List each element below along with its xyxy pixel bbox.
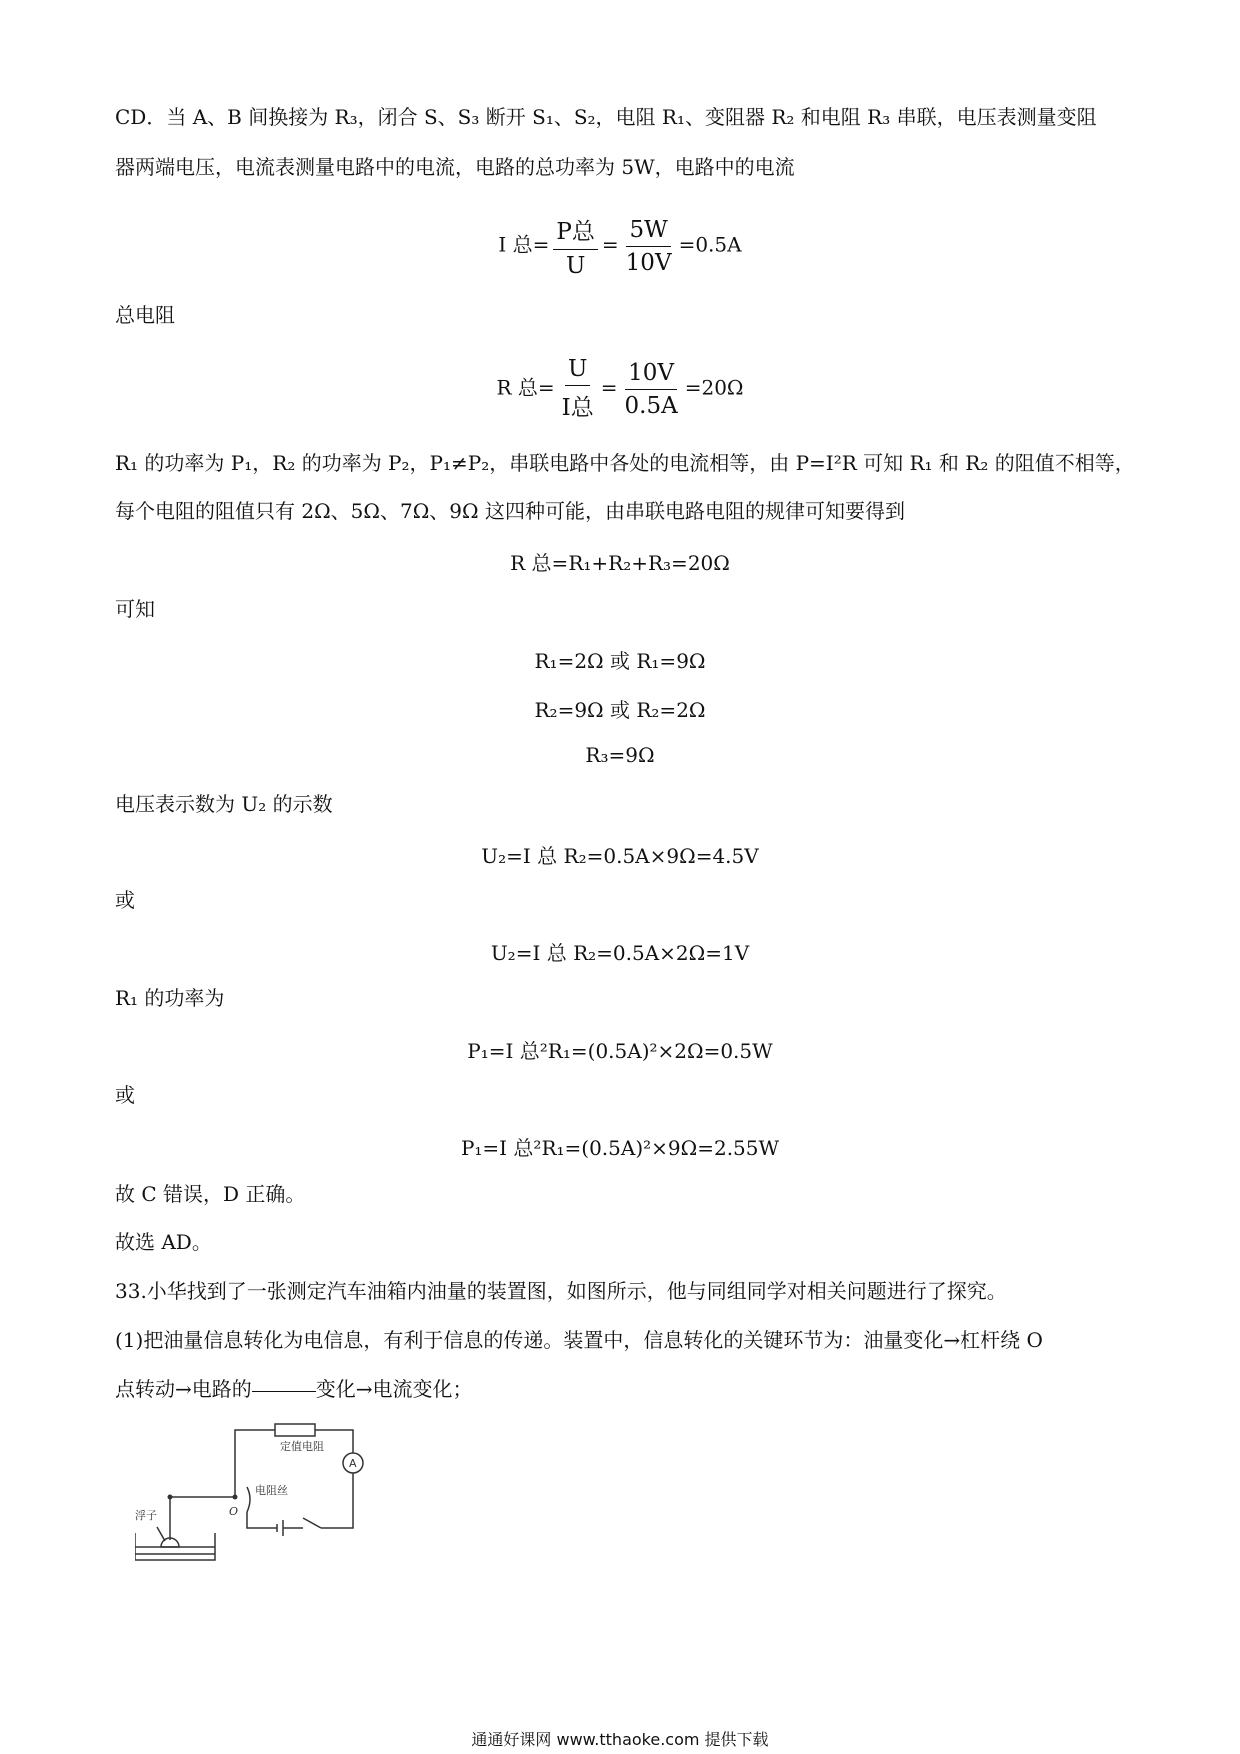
paragraph-conclusion: 故 C 错误，D 正确。	[115, 1182, 306, 1206]
paragraph-voltmeter-reading: 电压表示数为 U₂ 的示数	[115, 792, 333, 816]
equation-r3-value: R₃=9Ω	[585, 743, 655, 767]
eq2-num1: U	[565, 356, 590, 386]
eq1-lhs: I 总=	[498, 232, 550, 257]
paragraph-total-resistance: 总电阻	[115, 303, 175, 327]
eq1-num2: 5W	[626, 217, 670, 247]
ammeter-label: A	[349, 1457, 357, 1470]
question-33-part1-line2	[115, 1377, 1125, 1401]
q33-line2-end: 变化→电流变化；	[315, 1377, 473, 1401]
eq1-den2: 10V	[625, 249, 672, 276]
eq2-num2: 10V	[625, 360, 677, 390]
eq2-lhs: R 总=	[496, 375, 555, 400]
paragraph-or-1: 或	[115, 888, 135, 912]
eq2-fraction-2	[622, 360, 681, 419]
pivot-point	[233, 1495, 238, 1500]
paragraph-cd-line1: CD．当 A、B 间换接为 R₃，闭合 S、S₃ 断开 S₁、S₂，电阻 R₁、变阻器 R₂ 和电阻 R₃ 串联，电压表测量变阻	[115, 105, 1097, 129]
pivot-label: O	[229, 1505, 239, 1518]
eq1-rhs: =0.5A	[678, 232, 742, 257]
equation-u2-case2: U₂=I 总 R₂=0.5A×2Ω=1V	[490, 941, 750, 965]
paragraph-or-2: 或	[115, 1083, 135, 1107]
eq1-den1: U	[565, 253, 586, 279]
q33-line2-start: 点转动→电路的	[115, 1377, 252, 1401]
oil-gauge-diagram	[135, 1415, 395, 1565]
paragraph-answer: 故选 AD。	[115, 1230, 212, 1254]
paragraph-r1-power-line2: 每个电阻的阻值只有 2Ω、5Ω、7Ω、9Ω 这四种可能，由串联电路电阻的规律可知要得到	[115, 499, 905, 523]
eq2-den1: I总	[561, 395, 594, 421]
equation-r2-values: R₂=9Ω 或 R₂=2Ω	[534, 698, 706, 722]
answer-blank[interactable]	[252, 1391, 316, 1392]
fixed-resistor-label: 定值电阻	[280, 1440, 324, 1453]
paragraph-cd-line2: 器两端电压，电流表测量电路中的电流，电路的总功率为 5W，电路中的电流	[115, 155, 795, 179]
equation-resistance-total	[0, 356, 1240, 422]
equation-p1-case1: P₁=I 总²R₁=(0.5A)²×2Ω=0.5W	[467, 1039, 773, 1063]
switch-blade	[303, 1518, 321, 1528]
wire-right-bottom	[321, 1473, 353, 1528]
eq2-fraction-1	[559, 356, 597, 422]
paragraph-r1-power-line1: R₁ 的功率为 P₁，R₂ 的功率为 P₂，P₁≠P₂，串联电路中各处的电流相等，由 P=I²R 可知 R₁ 和 R₂ 的阻值不相等，	[115, 451, 1135, 475]
footer: 通通好课网 www.tthaoke.com 提供下载	[471, 1730, 769, 1749]
eq2-equals: =	[600, 375, 618, 400]
equation-u2-case1: U₂=I 总 R₂=0.5A×9Ω=4.5V	[481, 844, 759, 868]
equation-current-total	[0, 213, 1240, 279]
eq1-fraction-1	[553, 213, 597, 279]
eq1-num1: P总	[553, 213, 597, 250]
eq1-equals: =	[601, 232, 619, 257]
eq2-den2: 0.5A	[624, 392, 678, 419]
eq1-fraction-2	[623, 217, 675, 276]
equation-p1-case2: P₁=I 总²R₁=(0.5A)²×9Ω=2.55W	[460, 1136, 780, 1160]
equation-series-sum: R 总=R₁+R₂+R₃=20Ω	[510, 551, 730, 575]
resistance-wire	[247, 1487, 250, 1512]
question-33-part1-line1: (1)把油量信息转化为电信息，有利于信息的传递。装置中，信息转化的关键环节为：油量变化→杠杆绕 O	[115, 1328, 1043, 1352]
resistance-wire-label: 电阻丝	[255, 1484, 288, 1497]
fixed-resistor	[275, 1424, 315, 1436]
equation-r1-values: R₁=2Ω 或 R₁=9Ω	[534, 649, 706, 673]
joint-left	[168, 1495, 173, 1500]
question-33: 33.小华找到了一张测定汽车油箱内油量的装置图，如图所示，他与同组同学对相关问题进行了探究。	[115, 1279, 1007, 1303]
paragraph-r1-power-is: R₁ 的功率为	[115, 986, 225, 1010]
float-label: 浮子	[135, 1509, 157, 1522]
paragraph-kezhi: 可知	[115, 597, 155, 621]
wire-battery-wire	[247, 1512, 277, 1528]
eq2-rhs: =20Ω	[684, 375, 744, 400]
float-label-leader	[157, 1527, 165, 1541]
